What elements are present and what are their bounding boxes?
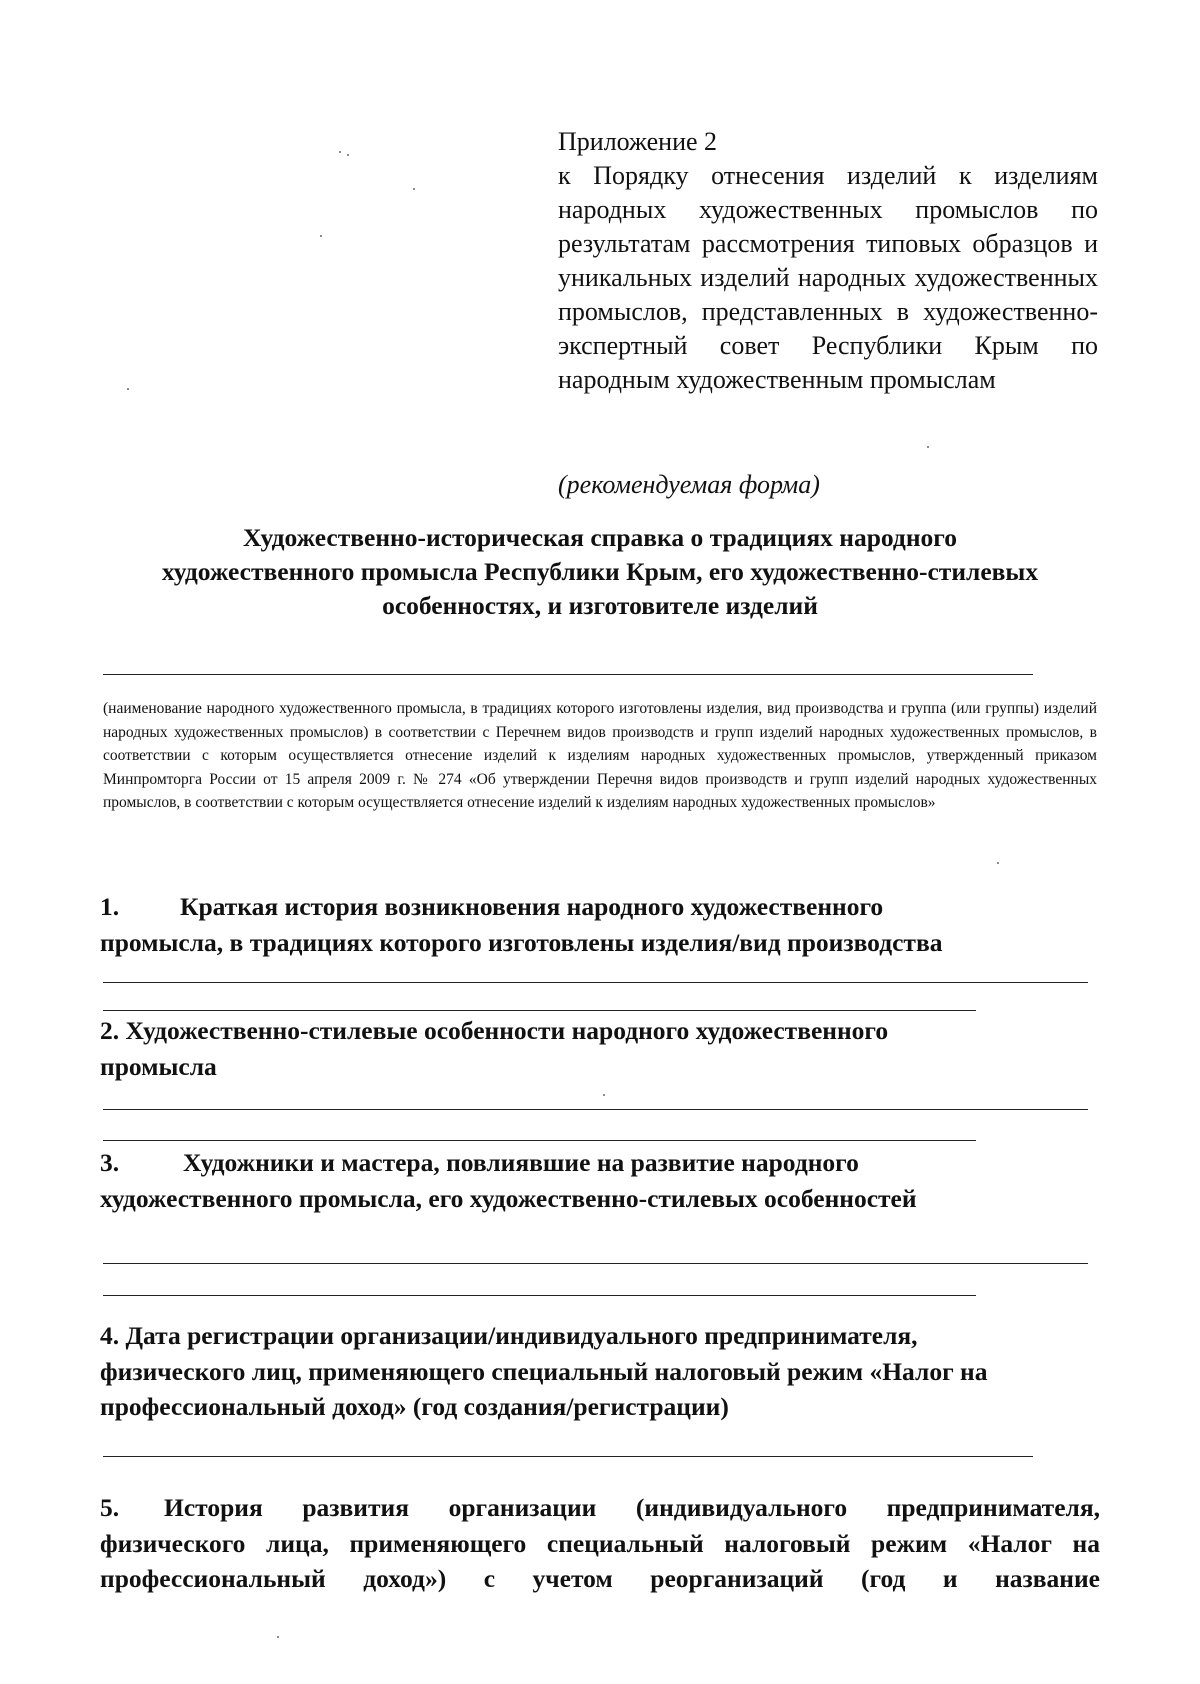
section-4-line-1: Дата регистрации организации/индивидуального предпринимателя, (125, 1321, 918, 1350)
section-2-number: 2. (100, 1016, 120, 1045)
section-3-number: 3. (100, 1148, 120, 1177)
form-note: (рекомендуемая форма) (558, 470, 820, 499)
section-5-number: 5. (100, 1493, 120, 1522)
section-2-line-1: Художественно-стилевые особенности народного художественного (125, 1016, 889, 1045)
appendix-title: Приложение 2 (558, 127, 718, 156)
craft-name-fill-line[interactable] (103, 674, 1033, 675)
section-2-heading (100, 1013, 1100, 1084)
section-4-number: 4. (100, 1321, 120, 1350)
section-5-heading (100, 1490, 1100, 1597)
scan-speck (339, 151, 341, 153)
scan-speck (927, 446, 929, 448)
scan-speck (997, 862, 999, 864)
document-title (100, 521, 1100, 623)
section-5-line-1: История развития организации (индивидуального предпринимателя, (164, 1493, 1100, 1522)
scan-speck (277, 1636, 279, 1638)
section-1-fill-line[interactable] (103, 1010, 976, 1011)
scan-speck (603, 1094, 605, 1096)
section-1-number: 1. (100, 892, 120, 921)
section-5-line-3: профессиональный доход») с учетом реорганизаций (год и название (100, 1564, 1100, 1594)
section-4-line-3: профессиональный доход» (год создания/регистрации) (100, 1392, 729, 1422)
section-4-heading (100, 1318, 1100, 1425)
section-4-fill-line[interactable] (103, 1456, 1033, 1457)
document-title-line-2: художественного промысла Республики Крым, его художественно-стилевых (161, 556, 1039, 586)
section-5-line-2: физического лица, применяющего специальный налоговый режим «Налог на (100, 1528, 1100, 1558)
section-3-heading (100, 1145, 1100, 1216)
section-3-line-2: художественного промысла, его художественно-стилевых особенностей (100, 1183, 917, 1213)
scan-speck (347, 154, 349, 156)
section-1-line-1: Краткая история возникновения народного художественного (180, 892, 884, 921)
section-3-fill-line[interactable] (103, 1263, 1088, 1264)
section-2-fill-line[interactable] (103, 1140, 976, 1141)
appendix-body: к Порядку отнесения изделий к изделиям народных художественных промыслов по результатам рассмотрения типовых образцов и уникальных изделий народных художественных промыслов, представленных в художественно-экспертный совет Республики Крым по народным художественным промыслам (558, 161, 1098, 395)
section-1-heading (100, 889, 1100, 960)
section-4-line-2: физического лиц, применяющего специальный налоговый режим «Налог на (100, 1356, 988, 1386)
section-3-line-1: Художники и мастера, повлиявшие на развитие народного (183, 1148, 859, 1177)
appendix-block (558, 125, 1098, 397)
section-1-fill-line[interactable] (103, 982, 1088, 983)
craft-name-caption: (наименование народного художественного промысла, в традициях которого изготовлены изделия, вид производства и группа (или группы) изделий народных художественных промыслов) в соответствии с Перечнем видов производств и групп изделий народных художественных промыслов, в соответствии с которым осуществляется отнесение изделий к изделиям народных художественных промыслов, утвержденный приказом Минпромторга России от 15 апреля 2009 г. № 274 «Об утверждении Перечня видов производств и групп изделий народных художественных промыслов, в соответствии с которым осуществляется отнесение изделий к изделиям народных художественных промыслов» (103, 700, 1097, 812)
scan-speck (127, 388, 129, 390)
document-title-line-3: особенностях, и изготовителе изделий (382, 590, 818, 620)
section-2-line-2: промысла (100, 1051, 217, 1081)
scan-speck (320, 235, 322, 237)
document-title-line-1: Художественно-историческая справка о традициях народного (243, 523, 957, 552)
scan-speck (413, 188, 415, 190)
section-2-fill-line[interactable] (103, 1109, 1088, 1110)
section-1-line-2: промысла, в традициях которого изготовлены изделия/вид производства (100, 927, 943, 957)
section-3-fill-line[interactable] (103, 1295, 976, 1296)
